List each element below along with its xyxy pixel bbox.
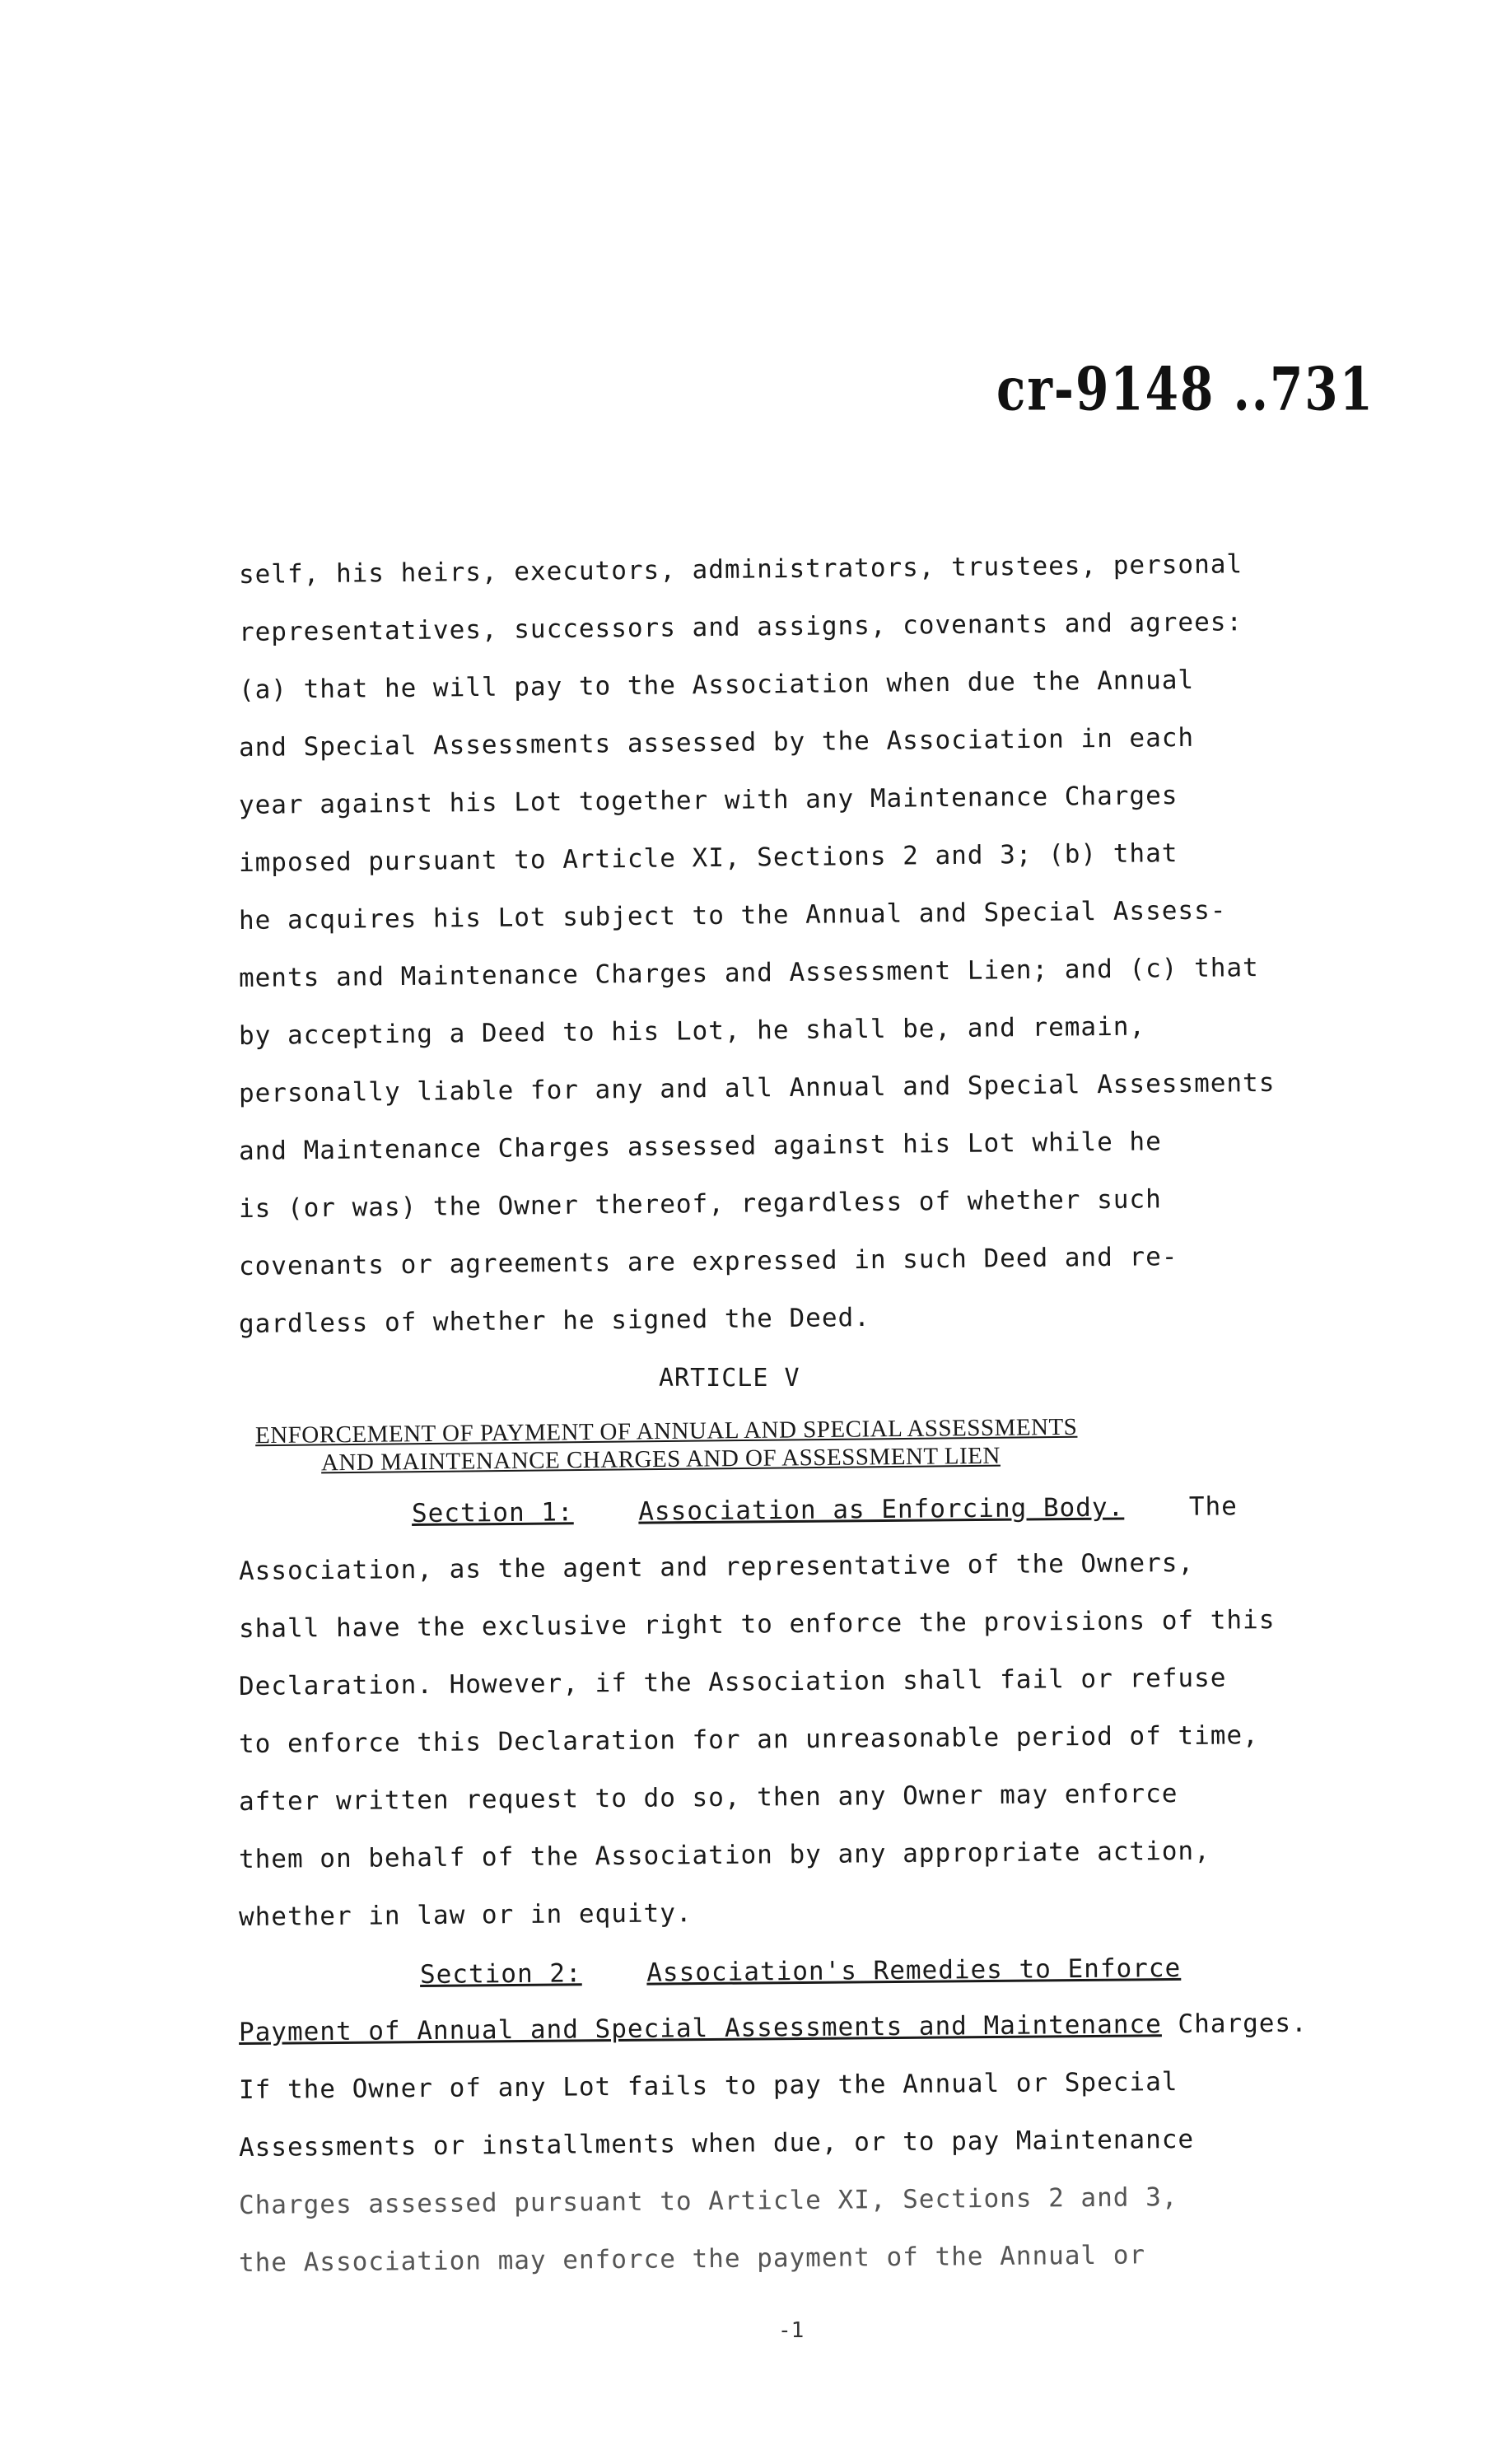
body-line: by accepting a Deed to his Lot, he shall be, and remain, <box>238 1011 1146 1051</box>
section-1-line: after written request to do so, then any Owner may enforce <box>238 1779 1178 1817</box>
section-2-line: If the Owner of any Lot fails to pay the Annual or Special <box>238 2067 1178 2105</box>
body-line: personally liable for any and all Annual and Special Assessments <box>238 1067 1276 1108</box>
section-1-title: Association as Enforcing Body. <box>638 1492 1125 1527</box>
section-1-line: Association, as the agent and representative of the Owners, <box>238 1547 1195 1586</box>
body-line: (a) that he will pay to the Association when due the Annual <box>238 665 1195 705</box>
body-line: year against his Lot together with any Maintenance Charges <box>238 781 1178 820</box>
body-line: covenants or agreements are expressed in such Deed and re- <box>238 1242 1178 1281</box>
section-2-line: Assessments or installments when due, or to pay Maintenance <box>238 2124 1195 2163</box>
section-2-title-end: Charges. <box>1178 2008 1308 2040</box>
section-1-line: to enforce this Declaration for an unreasonable period of time, <box>238 1720 1259 1759</box>
article-heading-line: ENFORCEMENT OF PAYMENT OF ANNUAL AND SPECIAL ASSESSMENTS <box>254 1413 1078 1449</box>
body-line: self, his heirs, executors, administrators, trustees, personal <box>238 549 1243 590</box>
section-2-title-continued: Payment of Annual and Special Assessments and Maintenance <box>238 2009 1162 2047</box>
section-1-label: Section 1: <box>411 1497 574 1528</box>
body-line: representatives, successors and assigns, covenants and agrees: <box>238 607 1243 647</box>
section-2-title-line1: Association's Remedies to Enforce <box>646 1953 1182 1988</box>
section-1-first-words: The <box>1188 1491 1238 1522</box>
page-number: -1 <box>778 2318 805 2343</box>
body-line: and Maintenance Charges assessed against his Lot while he <box>238 1127 1162 1166</box>
body-line: and Special Assessments assessed by the Association in each <box>238 722 1195 763</box>
body-line: is (or was) the Owner thereof, regardless of whether such <box>238 1184 1162 1224</box>
section-2-line: Charges assessed pursuant to Article XI, Sections 2 and 3, <box>238 2182 1178 2220</box>
section-2-title-line2 <box>239 2007 1308 2049</box>
recording-stamp: cr-9148 ..731 <box>996 354 1375 424</box>
section-1-line: shall have the exclusive right to enforce the provisions of this <box>238 1605 1276 1644</box>
section-1-line: Declaration. However, if the Association shall fail or refuse <box>238 1663 1227 1701</box>
section-2-line: the Association may enforce the payment of the Annual or <box>238 2240 1146 2278</box>
section-1-line: whether in law or in equity. <box>238 1898 693 1932</box>
body-line: gardless of whether he signed the Deed. <box>238 1302 871 1339</box>
section-2-label: Section 2: <box>419 1958 582 1990</box>
body-line: imposed pursuant to Article XI, Sections 2 and 3; (b) that <box>238 838 1178 878</box>
section-1-line: them on behalf of the Association by any appropriate action, <box>238 1836 1210 1874</box>
body-line: he acquires his Lot subject to the Annual and Special Assess- <box>238 895 1227 936</box>
article-title: ARTICLE V <box>659 1364 800 1393</box>
body-line: ments and Maintenance Charges and Assessment Lien; and (c) that <box>238 953 1259 993</box>
article-heading-line: AND MAINTENANCE CHARGES AND OF ASSESSMENT LIEN <box>320 1442 1001 1477</box>
section-1-heading <box>412 1490 1238 1530</box>
section-2-heading <box>420 1952 1182 1991</box>
